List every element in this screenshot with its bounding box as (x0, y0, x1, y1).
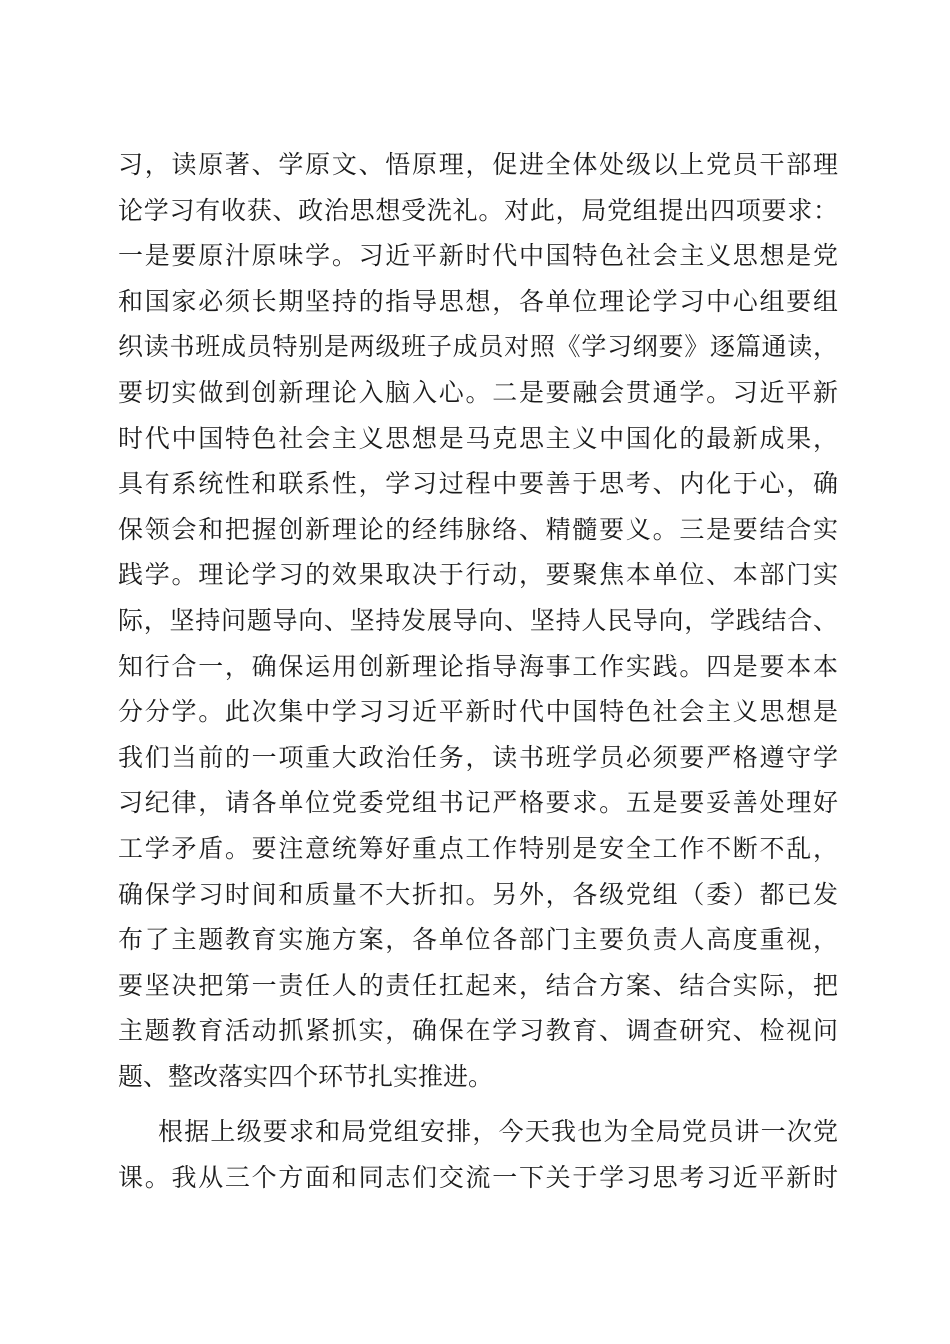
paragraph-1 (118, 142, 838, 1099)
text-line: 时代中国特色社会主义思想是马克思主义中国化的最新成果， (118, 423, 838, 453)
text-line: 一是要原汁原味学。习近平新时代中国特色社会主义思想是党 (118, 241, 838, 271)
text-line: 论学习有收获、政治思想受洗礼。对此，局党组提出四项要求： (118, 195, 838, 225)
text-line: 习纪律，请各单位党委党组书记严格要求。五是要妥善处理好 (118, 788, 838, 818)
text-line: 知行合一，确保运用创新理论指导海事工作实践。四是要本本 (118, 651, 838, 681)
paragraph-spacer (118, 1099, 838, 1109)
text-line: 分分学。此次集中学习习近平新时代中国特色社会主义思想是 (118, 697, 838, 727)
text-line: 主题教育活动抓紧抓实，确保在学习教育、调查研究、检视问 (118, 1016, 838, 1046)
text-line: 具有系统性和联系性，学习过程中要善于思考、内化于心，确 (118, 469, 838, 499)
text-line: 际，坚持问题导向、坚持发展导向、坚持人民导向，学践结合、 (118, 605, 838, 635)
paragraph-2 (118, 1109, 838, 1200)
body-text (118, 142, 838, 1201)
text-line: 题、整改落实四个环节扎实推进。 (118, 1061, 494, 1091)
text-line: 要坚决把第一责任人的责任扛起来，结合方案、结合实际，把 (118, 970, 838, 1000)
text-line: 确保学习时间和质量不大折扣。另外，各级党组（委）都已发 (118, 879, 838, 909)
text-line: 习，读原著、学原文、悟原理，促进全体处级以上党员干部理 (118, 150, 838, 179)
text-line: 要切实做到创新理论入脑入心。二是要融会贯通学。习近平新 (118, 377, 838, 407)
text-line: 织读书班成员特别是两级班子成员对照《学习纲要》逐篇通读， (118, 332, 838, 362)
text-line: 和国家必须长期坚持的指导思想，各单位理论学习中心组要组 (118, 286, 838, 316)
text-line: 根据上级要求和局党组安排，今天我也为全局党员讲一次党 (158, 1117, 838, 1147)
text-line: 践学。理论学习的效果取决于行动，要聚焦本单位、本部门实 (118, 560, 838, 590)
text-line: 我们当前的一项重大政治任务，读书班学员必须要严格遵守学 (118, 742, 838, 772)
text-line: 保领会和把握创新理论的经纬脉络、精髓要义。三是要结合实 (118, 514, 838, 544)
text-line: 工学矛盾。要注意统筹好重点工作特别是安全工作不断不乱， (118, 833, 838, 863)
text-line: 课。我从三个方面和同志们交流一下关于学习思考习近平新时 (118, 1163, 838, 1193)
text-line: 布了主题教育实施方案，各单位各部门主要负责人高度重视， (118, 925, 838, 955)
